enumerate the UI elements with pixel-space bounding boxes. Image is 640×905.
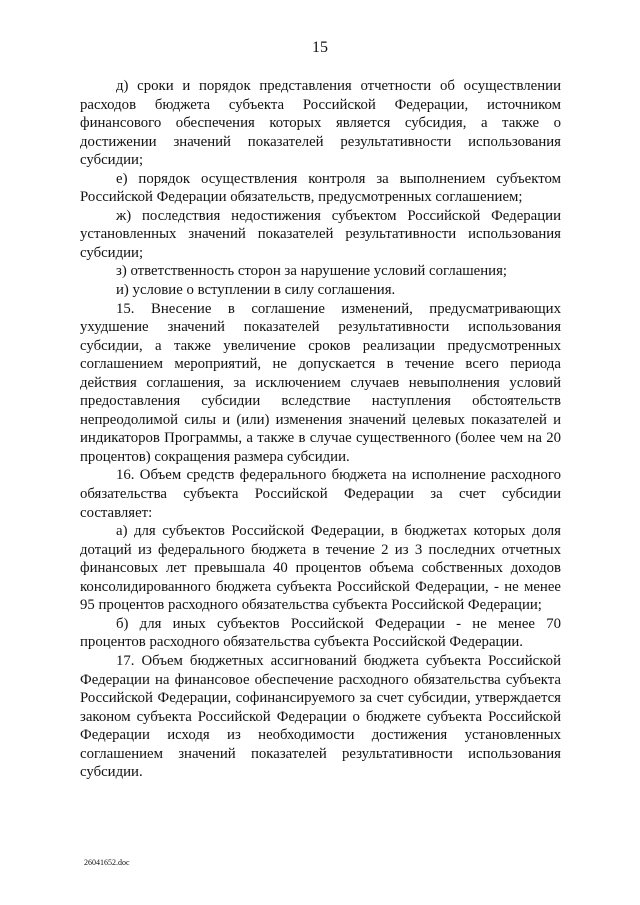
paragraph-item-z: з) ответственность сторон за нарушение условий соглашения; bbox=[116, 263, 507, 280]
paragraph-item-i: и) условие о вступлении в силу соглашения. bbox=[116, 282, 396, 299]
paragraph-clause-16: 16. Объем средств федерального бюджета на исполнение расходного обязательства субъекта Российской Федерации за счет субсидии составляет: bbox=[80, 467, 561, 521]
paragraph-item-b: б) для иных субъектов Российской Федерации - не менее 70 процентов расходного обязательства субъекта Российской Федерации. bbox=[80, 615, 561, 651]
paragraph-clause-15: 15. Внесение в соглашение изменений, предусматривающих ухудшение значений показателей результативности использования субсидии, а также увеличение сроков реализации предусмотренных соглашением мероприятий, не допускается в течение всего периода действия соглашения, за исключением случаев невыполнения условий предоставления субсидии вследствие наступления обстоятельств непреодолимой силы и (или) изменения значений целевых показателей и индикаторов Программы, а также в случае существенного (более чем на 20 процентов) сокращения размера субсидии. bbox=[80, 300, 561, 465]
paragraph-item-zh: ж) последствия недостижения субъектом Российской Федерации установленных значений показателей результативности использования субсидии; bbox=[80, 207, 561, 261]
document-filename: 26041652.doc bbox=[84, 858, 130, 867]
paragraph-item-e: е) порядок осуществления контроля за выполнением субъектом Российской Федерации обязательств, предусмотренных соглашением; bbox=[80, 170, 561, 206]
document-body bbox=[80, 77, 561, 782]
paragraph-clause-17: 17. Объем бюджетных ассигнований бюджета субъекта Российской Федерации на финансовое обеспечение расходного обязательства субъекта Российской Федерации, софинансируемого за счет субсидии, утверждается законом субъекта Российской Федерации о бюджете субъекта Российской Федерации исходя из необходимости достижения установленных соглашением значений показателей результативности использования субсидии. bbox=[80, 652, 561, 781]
paragraph-item-d: д) сроки и порядок представления отчетности об осуществлении расходов бюджета субъекта Российской Федерации, источником финансового обеспечения которых является субсидия, а также о достижении значений показателей результативности использования субсидии; bbox=[80, 78, 561, 169]
paragraph-item-a: а) для субъектов Российской Федерации, в бюджетах которых доля дотаций из федерального бюджета в течение 2 из 3 последних отчетных финансовых лет превышала 40 процентов объема собственных доходов консолидированного бюджета субъекта Российской Федерации, - не менее 95 процентов расходного обязательства субъекта Российской Федерации; bbox=[80, 523, 561, 614]
page-number: 15 bbox=[312, 39, 328, 56]
